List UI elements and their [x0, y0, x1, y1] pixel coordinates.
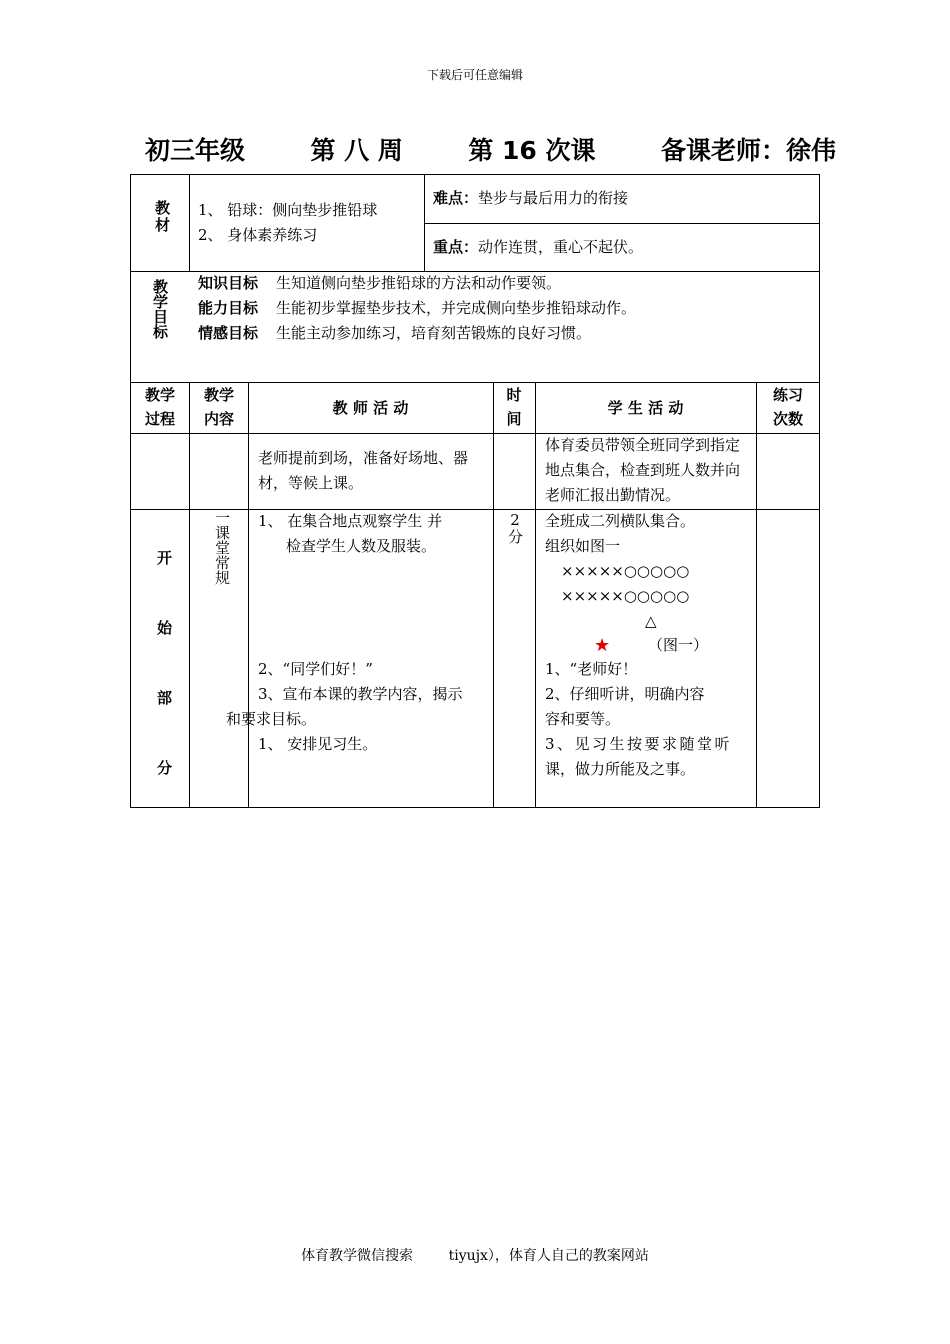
formation-row-1: ×××××○○○○○	[561, 562, 690, 580]
teacher-line-1: 1、 在集合地点观察学生 并	[258, 512, 443, 530]
teacher-line-2: 检查学生人数及服装。	[286, 537, 437, 555]
start-content: 一课堂常规	[213, 510, 231, 585]
start-time: 2分	[506, 511, 524, 544]
title-week: 第 八 周	[310, 136, 403, 165]
student-line-4: 2、仔细听讲，明确内容	[545, 685, 705, 703]
student-line-5: 容和要等。	[545, 710, 621, 728]
student-line-7: 课，做力所能及之事。	[545, 760, 696, 778]
goal-emotion: 情感目标 生能主动参加练习，培育刻苦锻炼的良好习惯。	[198, 324, 592, 342]
start-section-label: 开始部分	[155, 550, 173, 830]
difficulty: 难点：垫步与最后用力的衔接	[433, 189, 629, 207]
title-lesson: 第 16 次课	[468, 136, 596, 165]
title-teacher: 备课老师：徐伟	[660, 136, 836, 165]
formation-row-2: ×××××○○○○○	[561, 587, 690, 605]
formation-triangle: △	[645, 612, 657, 630]
student-line-1: 全班成二列横队集合。	[545, 512, 696, 530]
teacher-line-5: 和要求目标。	[226, 710, 317, 728]
goal-ability: 能力目标 生能初步掌握垫步技术，并完成侧向垫步推铅球动作。	[198, 299, 637, 317]
goals-label: 教学目标	[151, 279, 169, 339]
student-line-3: 1、“老师好！	[545, 660, 638, 678]
teacher-line-4: 3、宣布本课的教学内容，揭示	[258, 685, 463, 703]
goal-knowledge: 知识目标 生知道侧向垫步推铅球的方法和动作要领。	[198, 274, 562, 292]
col-student: 学 生 活 动	[607, 399, 684, 417]
student-line-6: 3、见习生按要求随堂听	[545, 735, 733, 753]
key-point: 重点：动作连贯，重心不起伏。	[433, 238, 644, 256]
col-teacher: 教 师 活 动	[332, 399, 409, 417]
page-title	[145, 131, 836, 167]
student-line-2: 组织如图一	[545, 537, 621, 555]
col-time: 时间	[506, 386, 522, 428]
teacher-line-3: 2、“同学们好！”	[258, 660, 373, 678]
prep-teacher: 老师提前到场，准备好场地、器材，等候上课。	[258, 449, 469, 492]
teacher-star-icon: ★	[594, 635, 611, 656]
materials-item-2: 2、 身体素养练习	[198, 226, 318, 244]
teacher-line-6: 1、 安排见习生。	[258, 735, 378, 753]
prep-student: 体育委员带领全班同学到指定地点集合，检查到班人数并向老师汇报出勤情况。	[545, 436, 741, 504]
materials-label: 教材	[153, 200, 171, 234]
title-grade: 初三年级	[145, 136, 246, 165]
materials-item-1: 1、 铅球：侧向垫步推铅球	[198, 201, 378, 219]
figure-caption: （图一）	[648, 636, 709, 654]
header-note: 下载后可任意编辑	[426, 68, 523, 82]
footer-note: 体育教学微信搜索 tiyujx），体育人自己的教案网站	[301, 1248, 649, 1264]
col-process: 教学过程	[144, 386, 175, 428]
col-count: 练习次数	[772, 386, 803, 428]
col-content: 教学内容	[203, 386, 234, 428]
